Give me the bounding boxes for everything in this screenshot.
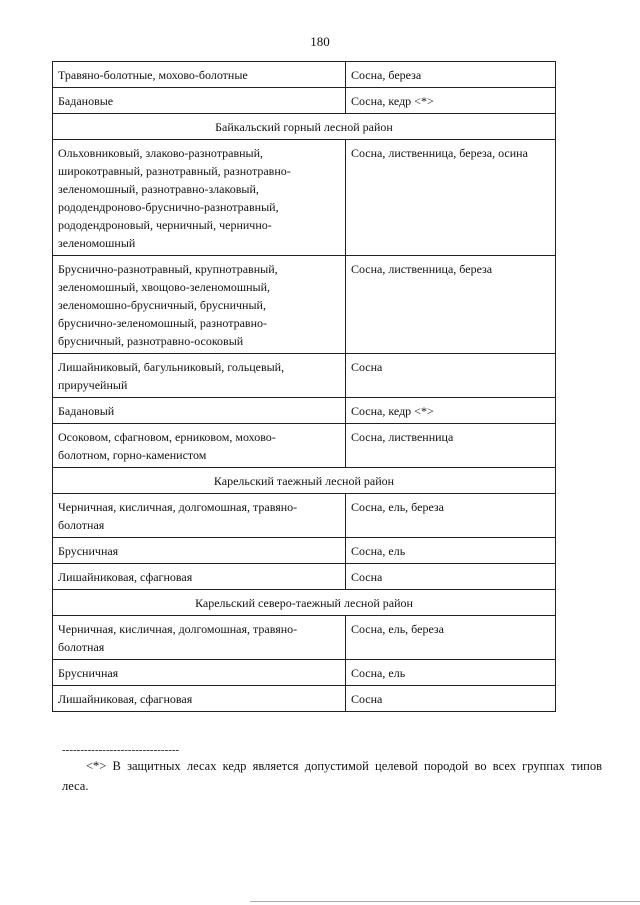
- forest-type-cell: Ольховниковый, злаково-разнотравный, широкотравный, разнотравный, разнотравно- зеленомошный, разнотравно-злаковый, рододендроново-бруснично-разнотравный, рододендроновый, черничный, чернично- зеленомошный: [53, 140, 346, 256]
- table-row: [53, 62, 556, 88]
- tree-species-cell: Сосна, ель: [346, 660, 556, 686]
- table-row: [53, 398, 556, 424]
- table-row: [53, 140, 556, 256]
- tree-species-cell: Сосна, ель: [346, 538, 556, 564]
- section-title: Карельский таежный лесной район: [53, 468, 556, 494]
- forest-type-cell: Бруснично-разнотравный, крупнотравный, зеленомошный, хвощово-зеленомошный, зеленомошно-брусничный, брусничный, бруснично-зеленомошный, разнотравно- брусничный, разнотравно-осоковый: [53, 256, 346, 354]
- table-row: [53, 616, 556, 660]
- table-row: [53, 564, 556, 590]
- forest-types-table: [52, 61, 556, 712]
- forest-type-cell: Бадановый: [53, 398, 346, 424]
- section-header-row: [53, 590, 556, 616]
- tree-species-cell: Сосна, ель, береза: [346, 494, 556, 538]
- forest-type-cell: Черничная, кисличная, долгомошная, травяно- болотная: [53, 494, 346, 538]
- tree-species-cell: Сосна, береза: [346, 62, 556, 88]
- forest-type-cell: Лишайниковая, сфагновая: [53, 564, 346, 590]
- table-row: [53, 88, 556, 114]
- tree-species-cell: Сосна, лиственница, береза, осина: [346, 140, 556, 256]
- table-row: [53, 538, 556, 564]
- page-edge-line: [250, 901, 640, 902]
- page-number: 180: [310, 34, 330, 49]
- forest-type-cell: Черничная, кисличная, долгомошная, травяно- болотная: [53, 616, 346, 660]
- tree-species-cell: Сосна: [346, 354, 556, 398]
- table-row: [53, 494, 556, 538]
- forest-type-cell: Брусничная: [53, 660, 346, 686]
- tree-species-cell: Сосна, лиственница: [346, 424, 556, 468]
- forest-type-cell: Травяно-болотные, мохово-болотные: [53, 62, 346, 88]
- forest-type-cell: Лишайниковый, багульниковый, гольцевый, приручейный: [53, 354, 346, 398]
- footnote-text: <*> В защитных лесах кедр является допустимой целевой породой во всех группах типов леса.: [62, 759, 602, 793]
- table-row: [53, 256, 556, 354]
- table-row: [53, 660, 556, 686]
- section-title: Карельский северо-таежный лесной район: [53, 590, 556, 616]
- table-row: [53, 424, 556, 468]
- tree-species-cell: Сосна, лиственница, береза: [346, 256, 556, 354]
- forest-type-cell: Лишайниковая, сфагновая: [53, 686, 346, 712]
- forest-type-cell: Брусничная: [53, 538, 346, 564]
- forest-type-cell: Бадановые: [53, 88, 346, 114]
- footnote-separator: --------------------------------: [62, 744, 180, 756]
- section-title: Байкальский горный лесной район: [53, 114, 556, 140]
- section-header-row: [53, 114, 556, 140]
- table-row: [53, 354, 556, 398]
- tree-species-cell: Сосна, ель, береза: [346, 616, 556, 660]
- tree-species-cell: Сосна: [346, 564, 556, 590]
- forest-type-cell: Осоковом, сфагновом, ерниковом, мохово- болотном, горно-каменистом: [53, 424, 346, 468]
- table-row: [53, 686, 556, 712]
- tree-species-cell: Сосна: [346, 686, 556, 712]
- tree-species-cell: Сосна, кедр <*>: [346, 88, 556, 114]
- section-header-row: [53, 468, 556, 494]
- tree-species-cell: Сосна, кедр <*>: [346, 398, 556, 424]
